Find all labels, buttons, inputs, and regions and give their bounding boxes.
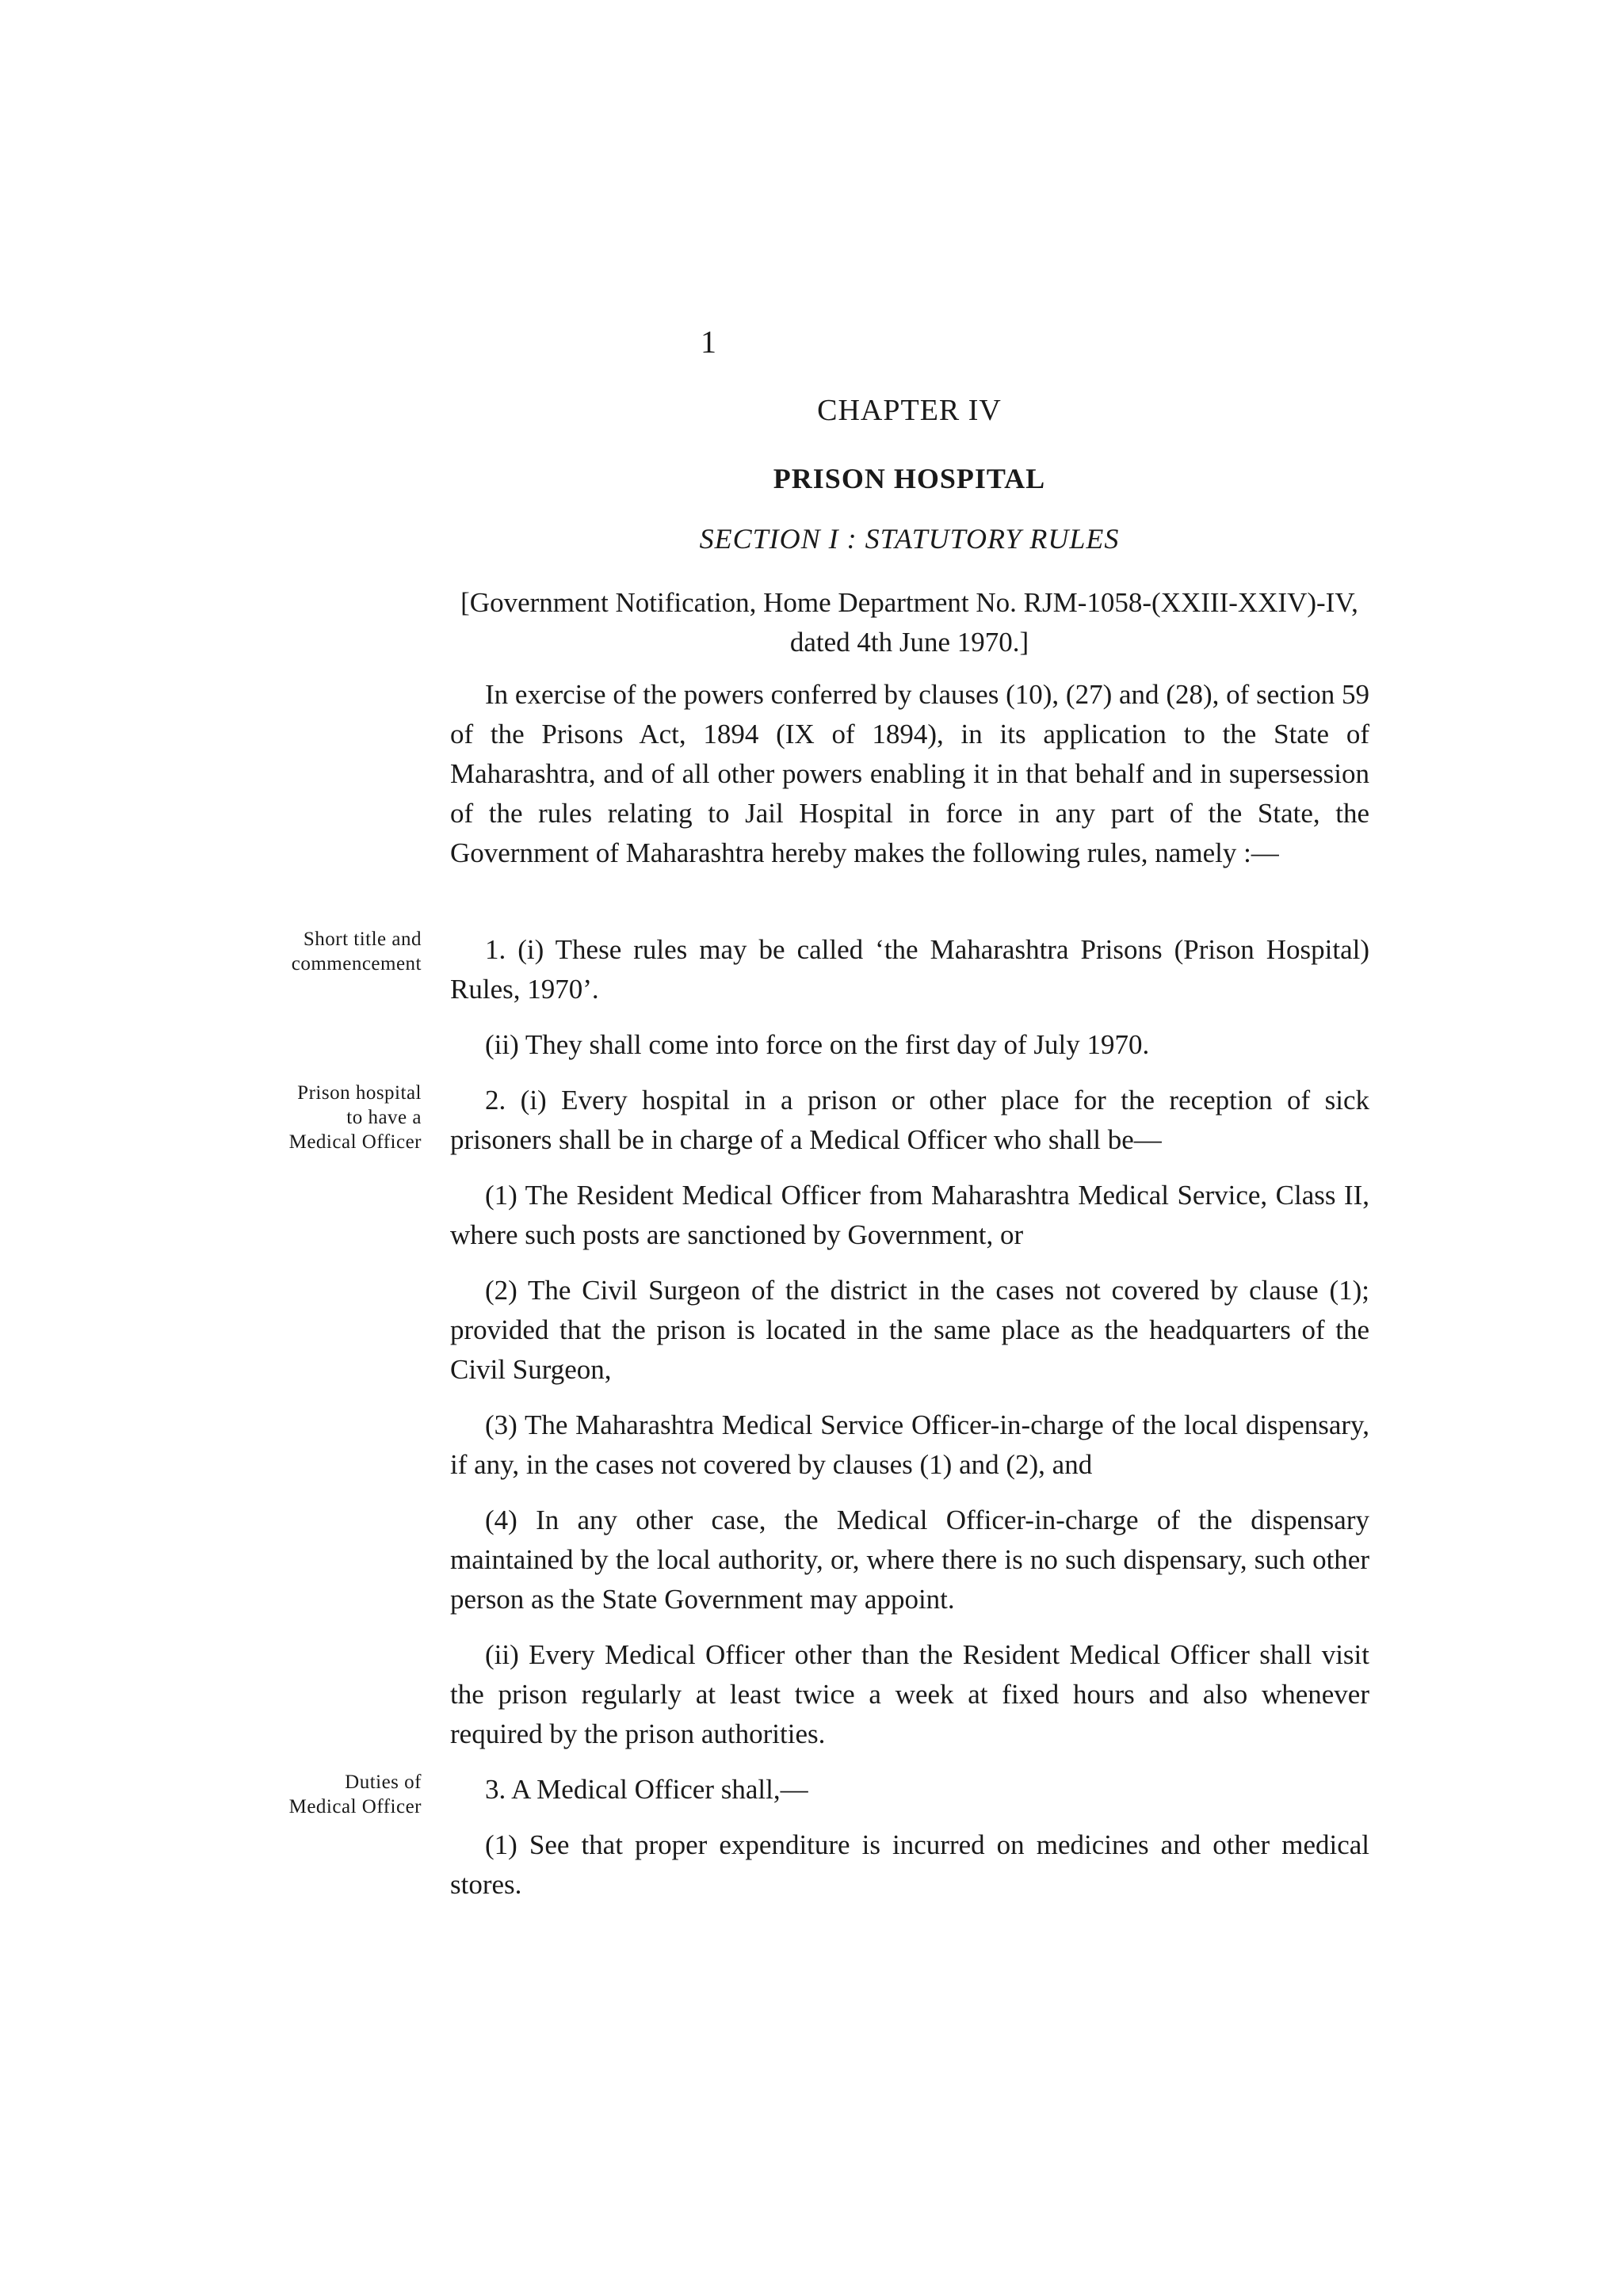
chapter-heading: CHAPTER IV [817,394,1002,427]
paragraph-text: (1) See that proper expenditure is incurred on medicines and other medical stores. [450,1829,1369,1900]
paragraph-text: (ii) Every Medical Officer other than the Resident Medical Officer shall visit the prison regularly at least twice a week at fixed hours and also whenever required by the prison authorities. [450,1639,1369,1749]
rule-2-clause-1-paragraph [450,1176,1369,1255]
rule-2-clause-2-paragraph [450,1271,1369,1390]
chapter-title: PRISON HOSPITAL [773,463,1046,494]
paragraph-text: (4) In any other case, the Medical Officer-in-charge of the dispensary maintained by the local authority, or, where there is no such dispensary, such other person as the State Government may appoint. [450,1505,1369,1615]
rule-1-ii-paragraph [450,1025,1369,1065]
margin-note-line: Medical Officer [288,1796,422,1817]
paragraph-text: (3) The Maharashtra Medical Service Officer-in-charge of the local dispensary, if any, in the cases not covered by clauses (1) and (2), and [450,1409,1369,1480]
paragraph-text: 1. (i) These rules may be called ‘the Maharashtra Prisons (Prison Hospital) Rules, 1970’. [450,934,1369,1005]
rule-2-i-paragraph [450,1081,1369,1160]
rule-3-paragraph [450,1770,1369,1810]
margin-note-duties [222,1770,422,1819]
margin-note-prison-hospital [222,1081,422,1154]
paragraph-text: (1) The Resident Medical Officer from Maharashtra Medical Service, Class II, where such posts are sanctioned by Government, or [450,1180,1369,1250]
paragraph-text: 2. (i) Every hospital in a prison or other place for the reception of sick prisoners shall be in charge of a Medical Officer who shall be— [450,1085,1369,1155]
paragraph-text: (ii) They shall come into force on the first day of July 1970. [485,1029,1150,1060]
paragraph-text: 3. A Medical Officer shall,— [485,1774,808,1805]
notification-reference: [Government Notification, Home Department No. RJM-1058-(XXIII-XXIV)-IV, dated 4th June 1970.] [460,587,1358,658]
margin-note-line: Duties of [345,1772,422,1793]
margin-note-line: Prison hospital [297,1082,422,1104]
margin-note-short-title [222,927,422,976]
paragraph-text: (2) The Civil Surgeon of the district in the cases not covered by clause (1); provided that the prison is located in the same place as the headquarters of the Civil Surgeon, [450,1275,1369,1385]
section-title: SECTION I : STATUTORY RULES [699,523,1120,555]
rule-1-i-paragraph [450,930,1369,1009]
margin-note-line: Short title and [303,929,422,950]
rule-2-clause-3-paragraph [450,1405,1369,1485]
paragraph-text: In exercise of the powers conferred by clauses (10), (27) and (28), of section 59 of the Prisons Act, 1894 (IX of 1894), in its application to the State of Maharashtra, and of all other powers enabling it in that behalf and in supersession of the rules relating to Jail Hospital in force in any part of the State, the Government of Maharashtra hereby makes the following rules, namely :— [450,679,1369,868]
rule-3-clause-1-paragraph [450,1825,1369,1905]
margin-note-line: Medical Officer [288,1131,422,1153]
margin-note-line: to have a [346,1107,422,1128]
page-number: 1 [701,324,716,360]
rule-2-clause-4-paragraph [450,1501,1369,1619]
preamble-paragraph [450,675,1369,873]
margin-note-line: commencement [291,953,422,974]
rule-2-ii-paragraph [450,1635,1369,1754]
